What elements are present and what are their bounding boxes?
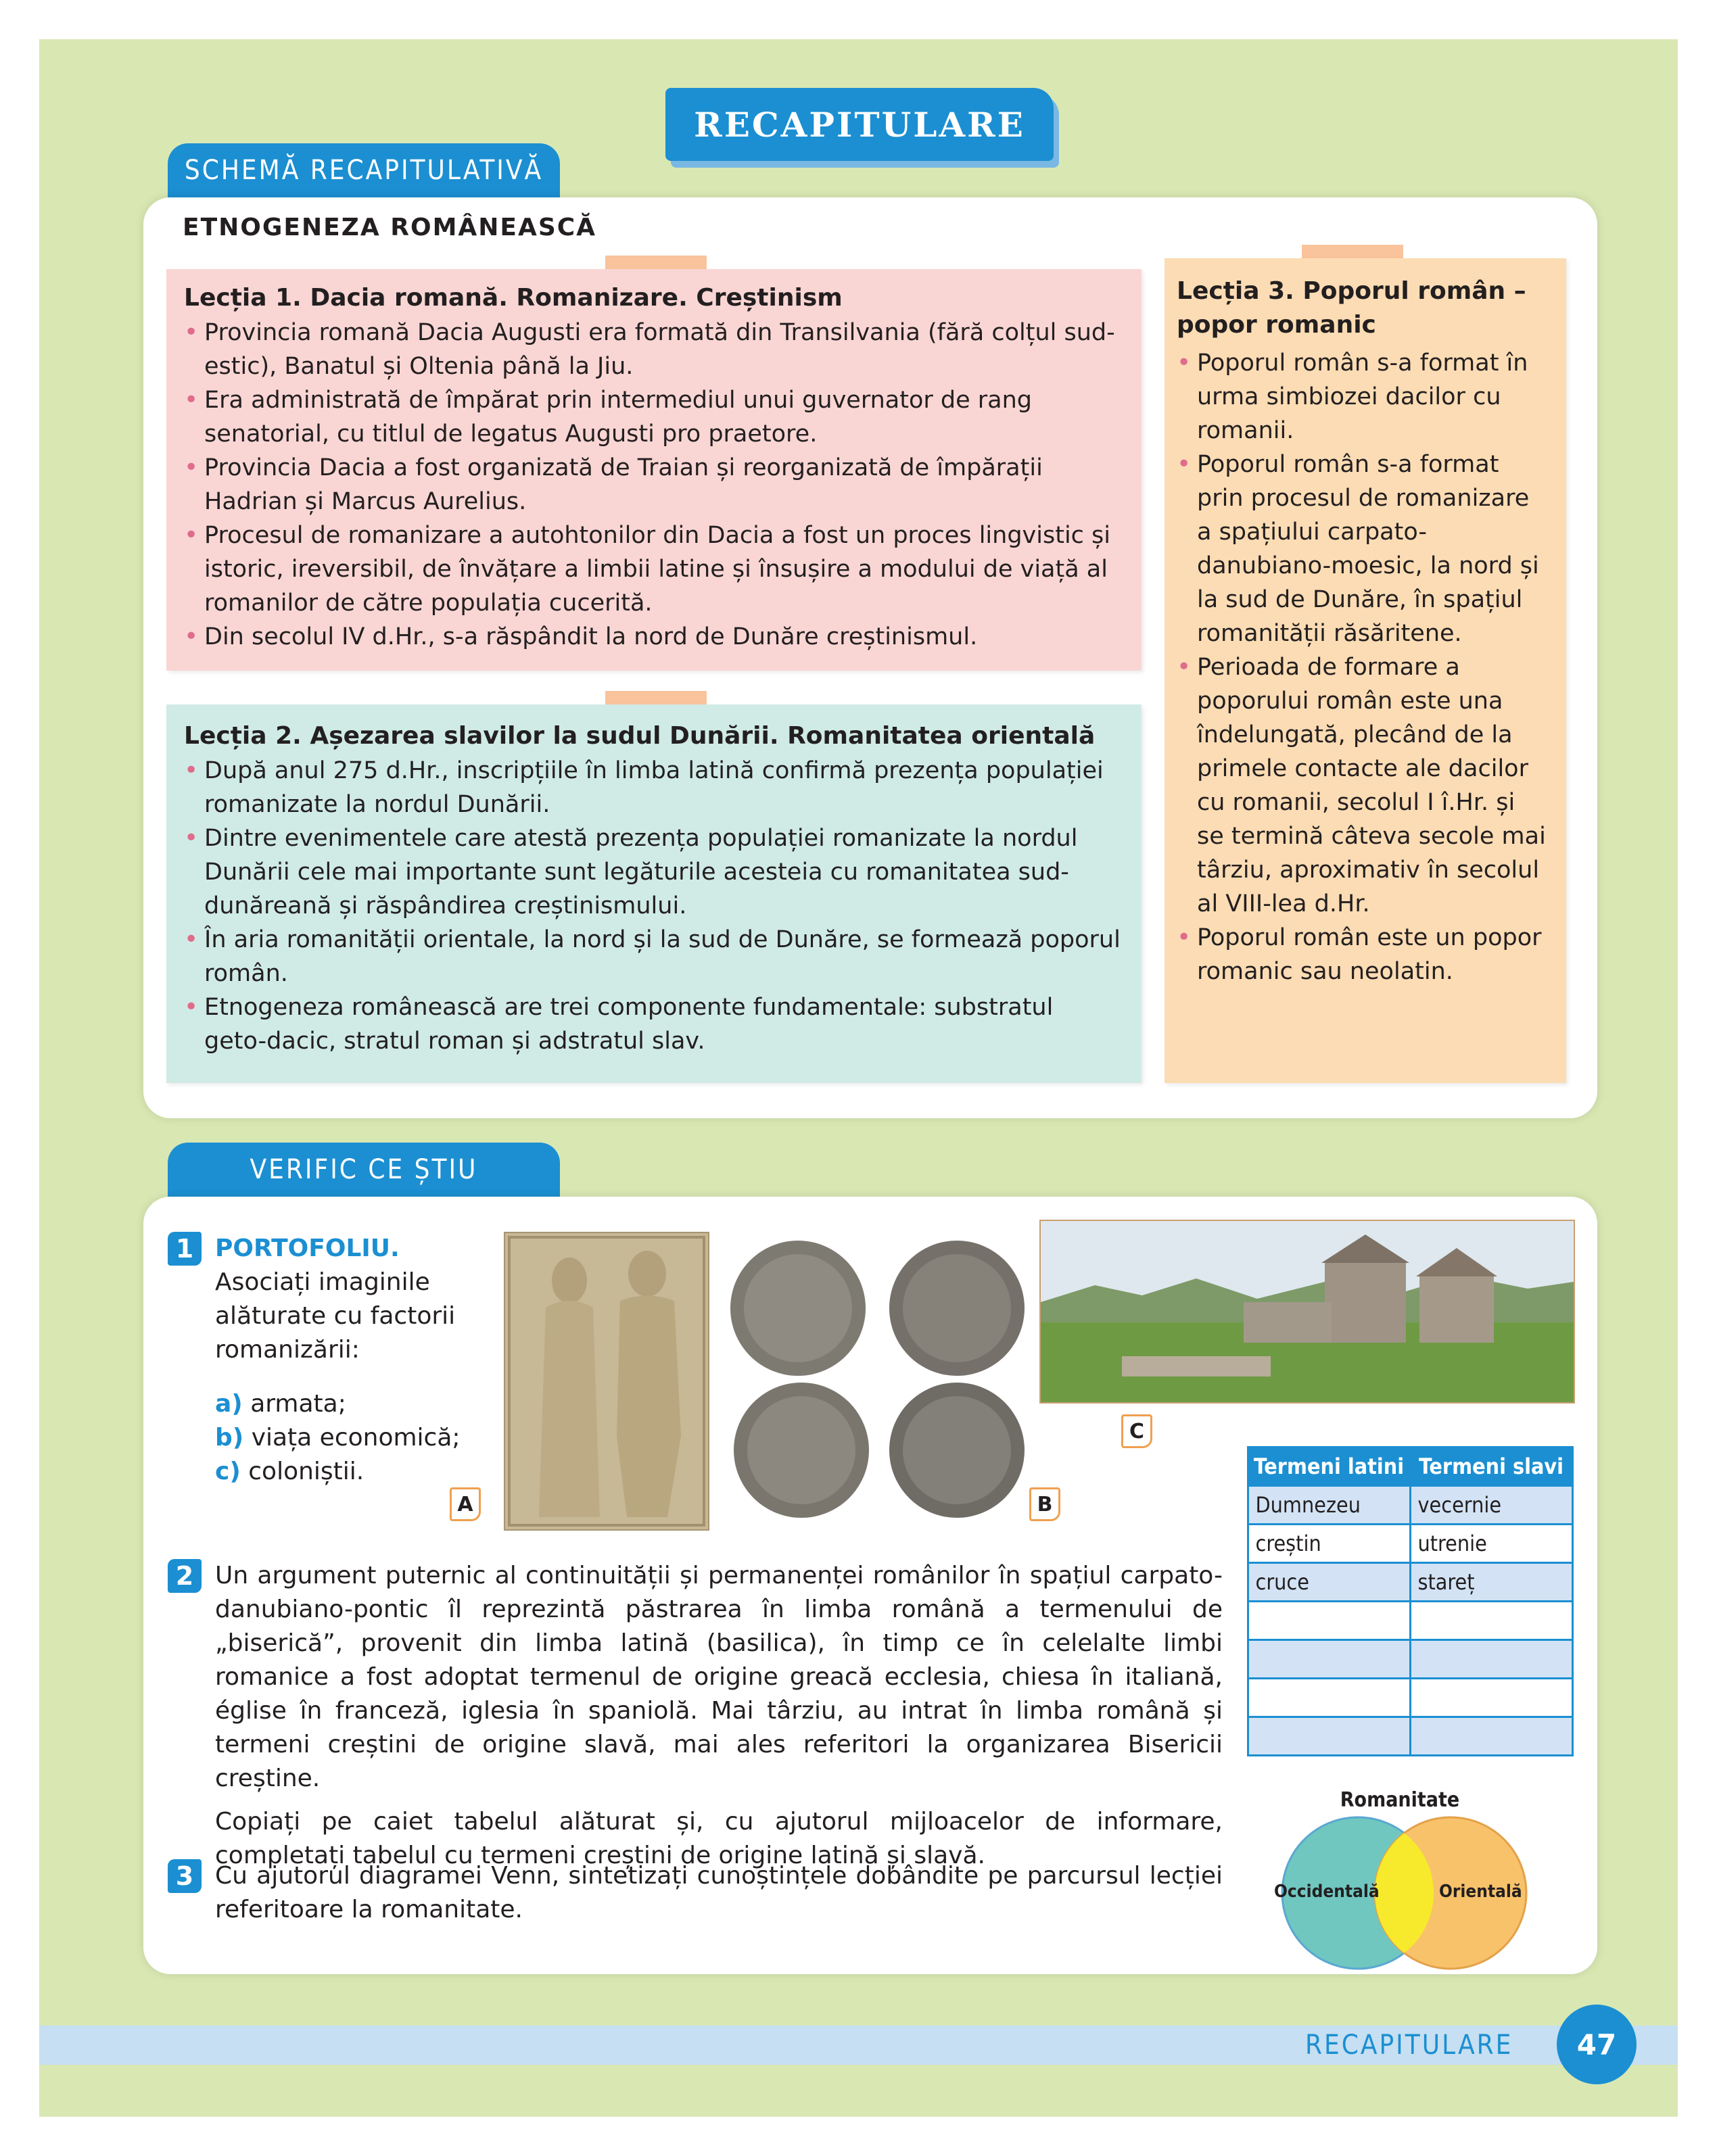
schema-heading: ETNOGENEZA ROMÂNEASCĂ xyxy=(183,214,597,241)
verific-tab: VERIFIC CE ȘTIU xyxy=(168,1143,560,1197)
list-item: • Etnogeneza românească are trei componente fundamentale: substratul geto-dacic, stratul roman și adstratul slav. xyxy=(184,990,1123,1058)
lesson3-note xyxy=(1165,258,1566,1083)
list-item: • Poporul român s-a format prin procesul de romanizare a spațiului carpato-danubiano-moesic, la nord și la sud de Dunăre, în spațiul romanității răsăritene. xyxy=(1177,448,1546,650)
question-number: 1 xyxy=(168,1232,202,1266)
question-number: 2 xyxy=(168,1559,202,1593)
venn-title: Romanitate xyxy=(1340,1788,1460,1812)
table-row xyxy=(1248,1524,1572,1562)
q1-option: a) armata; xyxy=(215,1390,346,1418)
list-item: • Poporul român este un popor romanic sau neolatin. xyxy=(1177,921,1546,988)
table-cell xyxy=(1247,1600,1411,1641)
list-item: • Procesul de romanizare a autohtonilor din Dacia a fost un proces lingvistic și istoric, ireversibil, de învățare a limbii latine și însușire a modului de viață al romanilor de către populația cucerită. xyxy=(184,519,1123,620)
lesson1-note xyxy=(166,269,1142,671)
lesson2-title: Lecția 2. Așezarea slavilor la sudul Dunării. Romanitatea orientală xyxy=(184,722,1096,750)
table-row xyxy=(1248,1485,1572,1524)
page-number: 47 xyxy=(1557,2005,1637,2084)
table-row xyxy=(1248,1601,1572,1639)
image-label: A xyxy=(450,1487,481,1521)
image-label: B xyxy=(1029,1487,1060,1521)
table-cell xyxy=(1409,1600,1574,1641)
q1-title: PORTOFOLIU. xyxy=(215,1235,400,1262)
table-cell xyxy=(1247,1677,1411,1718)
table-row xyxy=(1248,1562,1572,1601)
table-row xyxy=(1248,1639,1572,1678)
table-cell xyxy=(1247,1716,1411,1756)
q2-instruction: Copiați pe caiet tabelul alăturat și, cu ajutorul mijloacelor de informare, completați tabelul cu termeni creștini de origine latină și slavă. xyxy=(215,1808,1223,1869)
image-label: C xyxy=(1121,1414,1152,1448)
table-cell xyxy=(1409,1677,1574,1718)
table-header: Termeni slavi xyxy=(1409,1446,1574,1487)
roman-fort-image xyxy=(1039,1220,1575,1404)
relief-image xyxy=(504,1232,709,1531)
q3-text: Cu ajutorul diagramei Venn, sintetizați cunoștințele dobândite pe parcursul lecției referitoare la romanitate. xyxy=(215,1862,1223,1923)
q1-text: Asociați imaginile alăturate cu factorii romanizării: xyxy=(215,1268,456,1364)
table-cell: utrenie xyxy=(1409,1523,1574,1564)
table-cell: vecernie xyxy=(1409,1485,1574,1525)
list-item: • După anul 275 d.Hr., inscripțiile în limba latină confirmă prezența populației romanizate la nordul Dunării. xyxy=(184,754,1123,821)
venn-right-label: Orientală xyxy=(1439,1882,1522,1902)
table-row xyxy=(1248,1678,1572,1717)
question-number: 3 xyxy=(168,1859,202,1893)
table-row xyxy=(1248,1717,1572,1755)
table-cell: stareț xyxy=(1409,1562,1574,1602)
list-item: • Din secolul IV d.Hr., s-a răspândit la nord de Dunăre creștinismul. xyxy=(184,620,1123,654)
table-cell: creștin xyxy=(1247,1523,1411,1564)
table-cell: Dumnezeu xyxy=(1247,1485,1411,1525)
table-header-row xyxy=(1248,1447,1572,1485)
list-item: • Dintre evenimentele care atestă prezența populației romanizate la nordul Dunării cele mai importante sunt legăturile acesteia cu romanitatea sud-dunăreană și răspândirea creștinismului. xyxy=(184,821,1123,923)
lesson3-title: Lecția 3. Poporul român – popor romanic xyxy=(1177,277,1526,339)
list-item: • Provincia romană Dacia Augusti era formată din Transilvania (fără colțul sud-estic), Banatul și Oltenia până la Jiu. xyxy=(184,316,1123,383)
table-cell: cruce xyxy=(1247,1562,1411,1602)
lesson1-title: Lecția 1. Dacia romană. Romanizare. Creștinism xyxy=(184,284,843,312)
list-item: • În aria romanității orientale, la nord și la sud de Dunăre, se formează poporul român. xyxy=(184,923,1123,990)
coins-image xyxy=(724,1237,1035,1521)
list-item: • Era administrată de împărat prin intermediul unui guvernator de rang senatorial, cu titlul de legatus Augusti pro praetore. xyxy=(184,383,1123,451)
q2-text xyxy=(215,1559,1223,1873)
lesson2-note xyxy=(166,704,1142,1083)
q1-option: b) viața economică; xyxy=(215,1424,461,1452)
q1-option: c) coloniștii. xyxy=(215,1458,364,1485)
terms-table xyxy=(1248,1447,1572,1755)
list-item: • Provincia Dacia a fost organizată de Traian și reorganizată de împărații Hadrian și Marcus Aurelius. xyxy=(184,451,1123,519)
footer-label: RECAPITULARE xyxy=(1305,2030,1513,2061)
table-cell xyxy=(1409,1639,1574,1679)
table-cell xyxy=(1247,1639,1411,1679)
page-title: RECAPITULARE xyxy=(665,88,1054,161)
list-item: • Perioada de formare a poporului român este una îndelungată, plecând de la primele contacte ale dacilor cu romanii, secolul I î.Hr. și se termină câteva secole mai târziu, aproximativ în secolul al VIII-lea d.Hr. xyxy=(1177,650,1546,921)
venn-diagram xyxy=(1258,1788,1582,1971)
venn-left-label: Occidentală xyxy=(1274,1882,1380,1902)
q1-block xyxy=(215,1232,486,1489)
table-cell xyxy=(1409,1716,1574,1756)
schema-tab: SCHEMĂ RECAPITULATIVĂ xyxy=(168,143,560,197)
table-header: Termeni latini xyxy=(1247,1446,1411,1487)
q2-paragraph: Un argument puternic al continuității și permanenței românilor în spațiul carpato-danubiano-pontic îl reprezintă păstrarea în limba română a termenului de „biserică”, provenit din limba latină (basilica), în timp ce în celelalte limbi romanice a fost adoptat termenul de origine greacă ecclesia, chiesa în italiană, église în franceză, iglesia în spaniolă. Mai târziu, au intrat în limba română și termeni creștini de origine slavă, mai ales referitori la organizarea Bisericii creștine. xyxy=(215,1562,1223,1792)
list-item: • Poporul român s-a format în urma simbiozei dacilor cu romanii. xyxy=(1177,346,1546,448)
